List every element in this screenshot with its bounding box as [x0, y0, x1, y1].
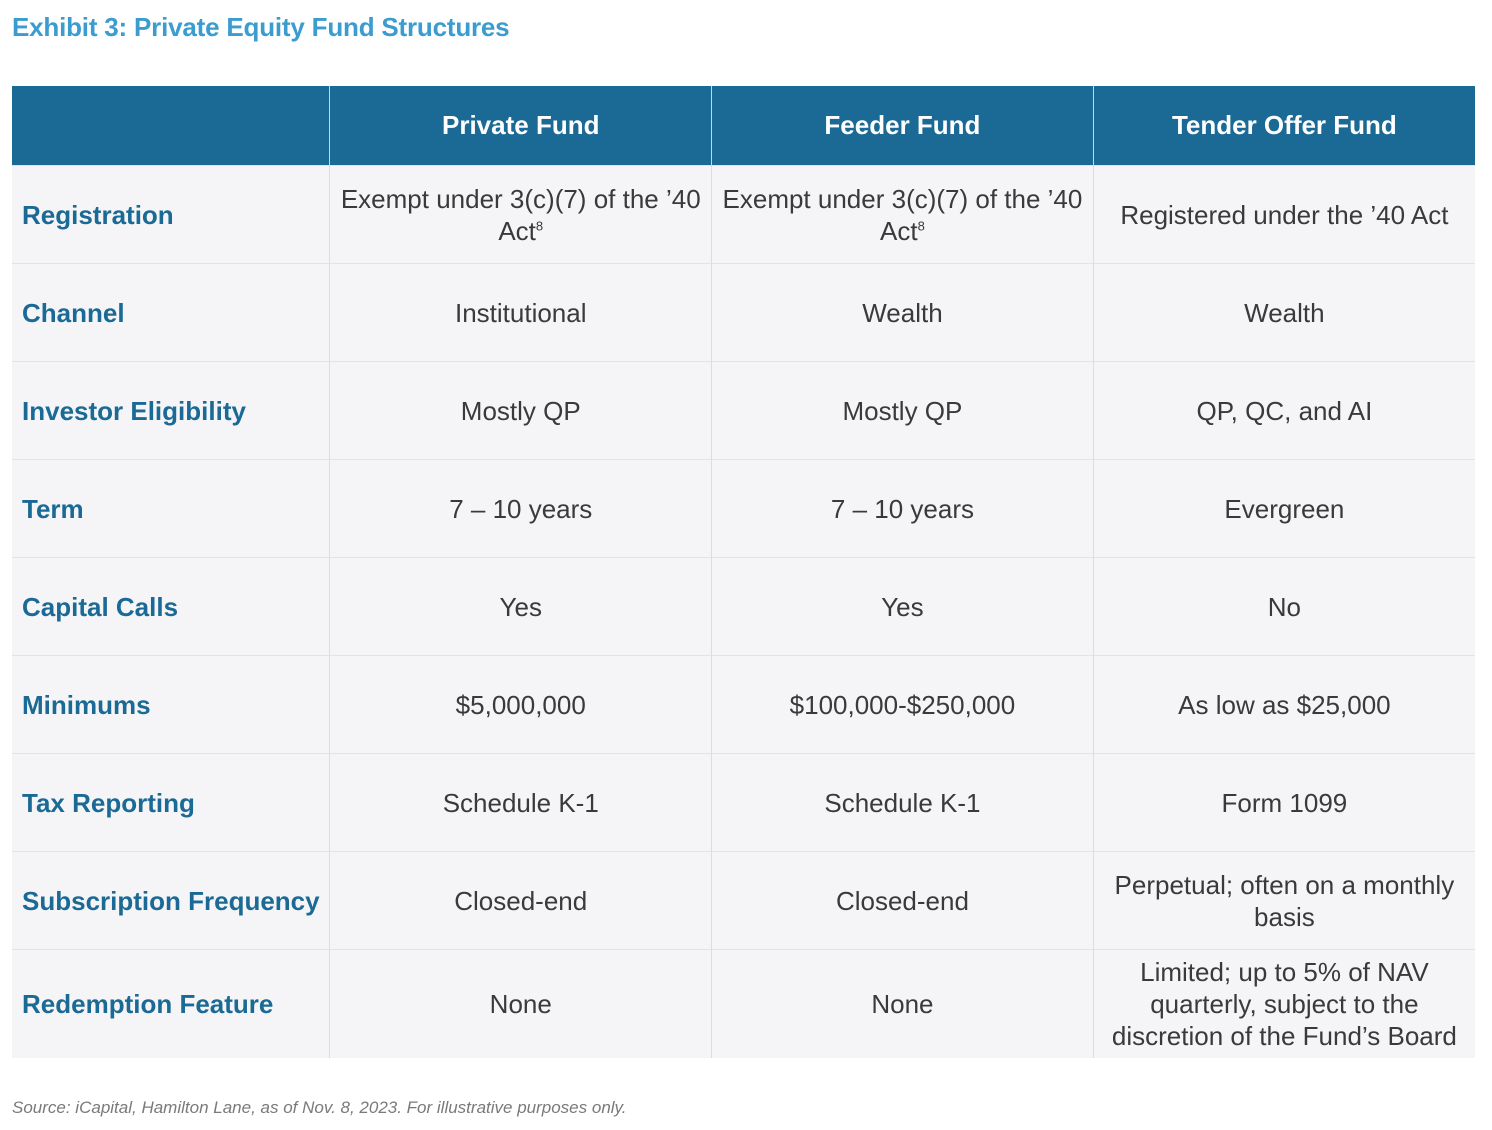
- table-row-registration: [12, 166, 1475, 264]
- table-cell: Wealth: [712, 264, 1094, 362]
- row-label: Investor Eligibility: [12, 362, 330, 460]
- fund-structures-table: [12, 86, 1475, 1058]
- table-cell: $5,000,000: [330, 656, 712, 754]
- source-note: Source: iCapital, Hamilton Lane, as of Nov. 8, 2023. For illustrative purposes only.: [12, 1098, 627, 1117]
- table-cell: None: [330, 950, 712, 1059]
- table-cell: $100,000-$250,000: [712, 656, 1094, 754]
- table-cell: Institutional: [330, 264, 712, 362]
- footnote-marker: 8: [535, 217, 544, 233]
- table-cell: Wealth: [1093, 264, 1475, 362]
- row-label: Redemption Feature: [12, 950, 330, 1059]
- row-label: Registration: [12, 166, 330, 264]
- table-row-capital-calls: [12, 558, 1475, 656]
- table-row-tax-reporting: [12, 754, 1475, 852]
- table-cell: Closed-end: [712, 852, 1094, 950]
- table-row-subscription-frequency: [12, 852, 1475, 950]
- header-tender-offer-fund: Tender Offer Fund: [1093, 86, 1475, 166]
- table-cell: Schedule K-1: [712, 754, 1094, 852]
- exhibit-title: Exhibit 3: Private Equity Fund Structures: [12, 12, 510, 42]
- row-label: Subscription Frequency: [12, 852, 330, 950]
- table-cell: 7 – 10 years: [330, 460, 712, 558]
- table-cell: Evergreen: [1093, 460, 1475, 558]
- header-private-fund: Private Fund: [330, 86, 712, 166]
- table-cell: Limited; up to 5% of NAV quarterly, subject to the discretion of the Fund’s Board: [1093, 950, 1475, 1059]
- table-cell: None: [712, 950, 1094, 1059]
- table-cell: Mostly QP: [712, 362, 1094, 460]
- cell-text: Exempt under 3(c)(7) of the ’40 Act: [340, 183, 701, 246]
- row-label: Tax Reporting: [12, 754, 330, 852]
- table-cell: Yes: [330, 558, 712, 656]
- table-row-investor-eligibility: [12, 362, 1475, 460]
- table-cell: Perpetual; often on a monthly basis: [1093, 852, 1475, 950]
- footnote-marker: 8: [917, 217, 925, 233]
- table-cell: [330, 166, 712, 264]
- table-row-minimums: [12, 656, 1475, 754]
- row-label: Capital Calls: [12, 558, 330, 656]
- row-label: Channel: [12, 264, 330, 362]
- table-cell: Registered under the ’40 Act: [1093, 166, 1475, 264]
- row-label: Term: [12, 460, 330, 558]
- table-row-redemption-feature: [12, 950, 1475, 1059]
- cell-text: Exempt under 3(c)(7) of the ’40 Act: [722, 183, 1083, 246]
- table-row-channel: [12, 264, 1475, 362]
- table-cell: Form 1099: [1093, 754, 1475, 852]
- table-cell: 7 – 10 years: [712, 460, 1094, 558]
- table-cell: Mostly QP: [330, 362, 712, 460]
- table-cell: Yes: [712, 558, 1094, 656]
- row-label: Minimums: [12, 656, 330, 754]
- header-feeder-fund: Feeder Fund: [712, 86, 1094, 166]
- table-cell: As low as $25,000: [1093, 656, 1475, 754]
- table-cell: [712, 166, 1094, 264]
- table-cell: Closed-end: [330, 852, 712, 950]
- table-cell: QP, QC, and AI: [1093, 362, 1475, 460]
- table-cell: No: [1093, 558, 1475, 656]
- table-cell: Schedule K-1: [330, 754, 712, 852]
- header-corner: [12, 86, 330, 166]
- table-row-term: [12, 460, 1475, 558]
- table-header-row: [12, 86, 1475, 166]
